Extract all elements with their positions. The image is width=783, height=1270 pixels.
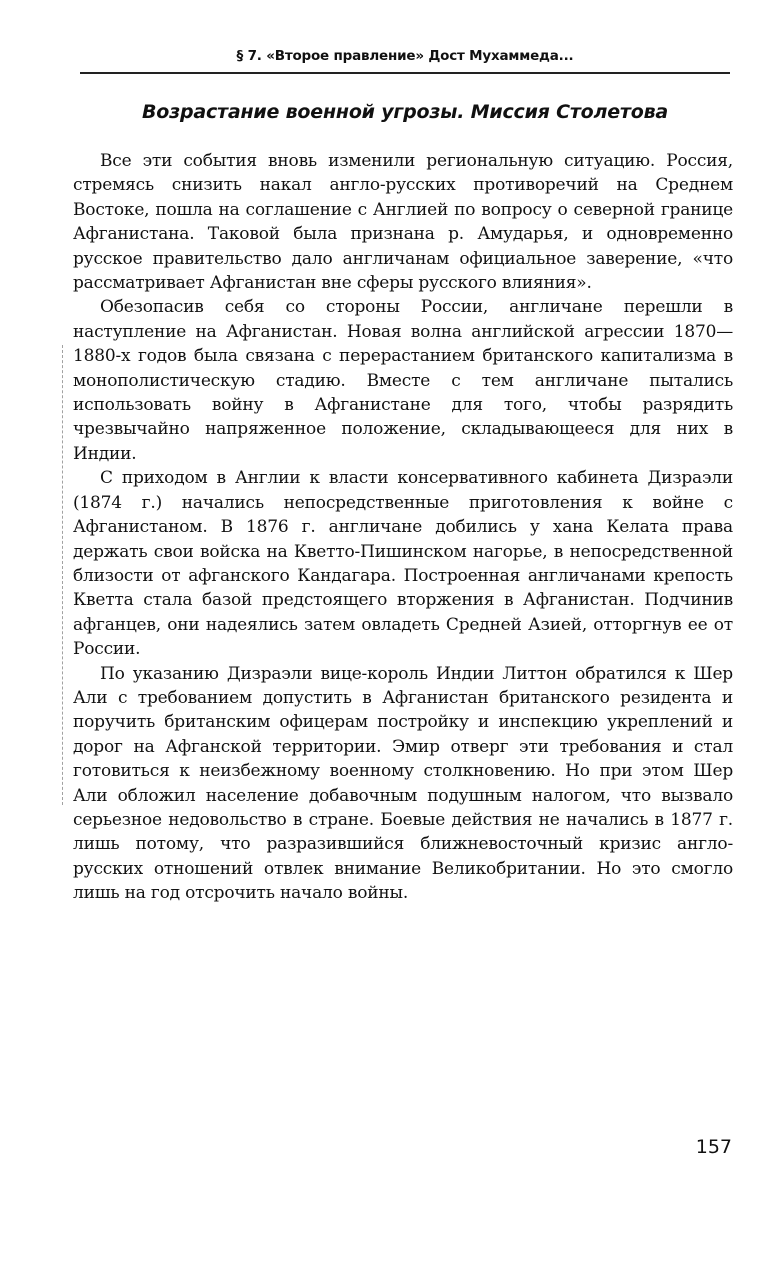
section-title: Возрастание военной угрозы. Миссия Столетова <box>141 101 669 123</box>
header-rule <box>80 72 730 74</box>
body-text <box>73 149 733 906</box>
page-number: 157 <box>695 1136 732 1158</box>
paragraph: Все эти события вновь изменили региональную ситуацию. Россия, стремясь снизить накал англо-русских противоречий на Среднем Востоке, пошла на соглашение с Англией по вопросу о северной границе Афганистана. Таковой была признана р. Амударья, и одновременно русское правительство дало англичанам официальное заверение, «что рассматривает Афганистан вне сферы русского влияния». <box>73 151 733 294</box>
paragraph: С приходом в Англии к власти консервативного кабинета Дизраэли (1874 г.) начались непосредственные приготовления к войне с Афганистаном. В 1876 г. англичане добились у хана Келата права держать свои войска на Кветто-Пишинском нагорье, в непосредственной близости от афганского Кандагара. Построенная англичанами крепость Кветта стала базой предстоящего вторжения в Афганистан. Подчинив афганцев, они надеялись затем овладеть Средней Азией, отторгнув ее от России. <box>73 468 733 660</box>
margin-scan-mark <box>62 345 63 805</box>
paragraph: По указанию Дизраэли вице-король Индии Литтон обратился к Шер Али с требованием допустить в Афганистан британского резидента и поручить британским офицерам постройку и инспекцию укреплений и дорог на Афганской территории. Эмир отверг эти требования и стал готовиться к неизбежному военному столкновению. Но при этом Шер Али обложил население добавочным подушным налогом, что вызвало серьезное недовольство в стране. Боевые действия не начались в 1877 г. лишь потому, что разразившийся ближневосточный кризис англо-русских отношений отвлек внимание Великобритании. Но это смогло лишь на год отсрочить начало войны. <box>73 663 733 904</box>
running-header: § 7. «Второе правление» Дост Мухаммеда... <box>236 48 574 64</box>
paragraph: Обезопасив себя со стороны России, англичане перешли в наступление на Афганистан. Новая волна английской агрессии 1870—1880-х годов была связана с перерастанием британского капитализма в монополистическую стадию. Вместе с тем англичане пытались использовать войну в Афганистане для того, чтобы разрядить чрезвычайно напряженное положение, складывающееся для них в Индии. <box>73 297 733 464</box>
